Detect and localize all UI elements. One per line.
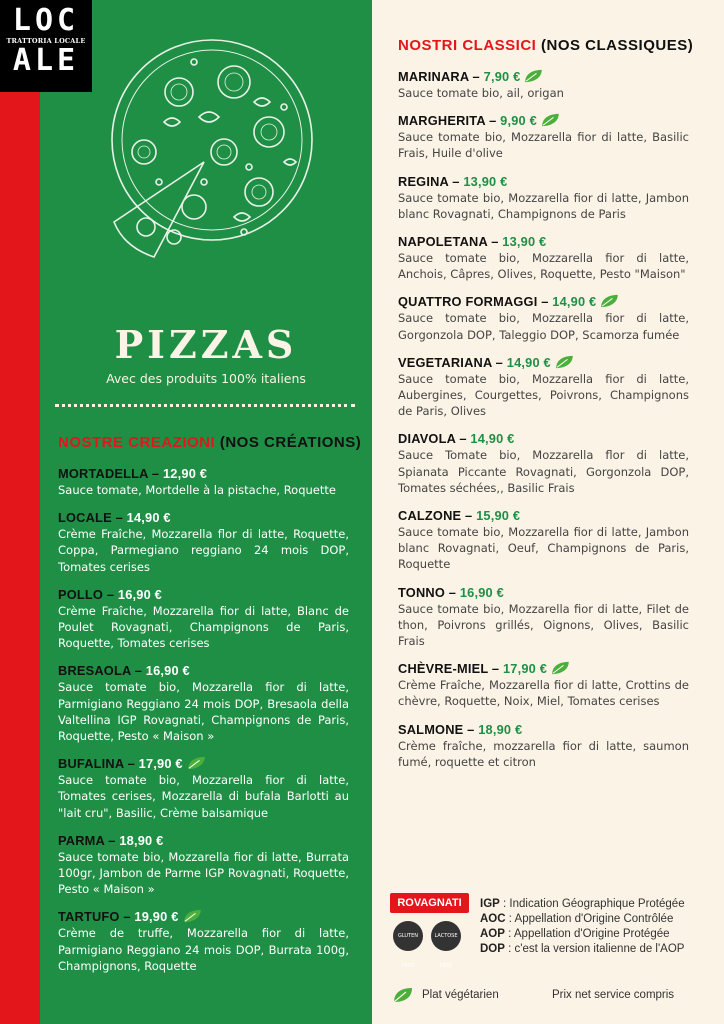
menu-item-description: Sauce tomate bio, Mozzarella fior di latte, Gorgonzola DOP, Taleggio DOP, Scamorza fumée	[398, 311, 689, 342]
menu-item-price: 14,90 €	[126, 510, 171, 526]
menu-item	[398, 585, 689, 650]
leaf-icon	[186, 756, 206, 770]
pizza-illustration	[84, 22, 314, 272]
menu-item-name: PARMA	[58, 832, 105, 848]
menu-item-name: TARTUFO	[58, 909, 120, 925]
menu-item-header: REGINA – 13,90 €	[398, 173, 508, 189]
menu-item-description: Sauce tomate bio, Mozzarella fior di latte, Basilic Frais, Huile d'olive	[398, 130, 689, 161]
menu-item-description: Sauce tomate bio, Mozzarella fior di latte, Filet de thon, Poivrons grillés, Oignons, Olives, Basilic Frais	[398, 601, 689, 649]
menu-item	[398, 661, 689, 709]
red-strip	[0, 0, 40, 1024]
menu-item-name: CHÈVRE-MIEL	[398, 661, 489, 677]
menu-item-header: QUATTRO FORMAGGI – 14,90 €	[398, 294, 689, 310]
menu-item-name: SALMONE	[398, 721, 464, 737]
leaf-icon	[599, 294, 619, 308]
menu-item-name: REGINA	[398, 173, 449, 189]
menu-item-header: DIAVOLA – 14,90 €	[398, 431, 515, 447]
menu-item-header: MARGHERITA – 9,90 €	[398, 113, 689, 129]
lactose-free-badge: LACTOSE FREE	[431, 921, 461, 951]
menu-item	[58, 833, 349, 898]
rovagnati-logo: ROVAGNATI	[390, 893, 469, 913]
menu-item-price: 13,90 €	[502, 234, 547, 250]
menu-item-price: 14,90 €	[552, 294, 597, 310]
menu-item	[398, 69, 689, 101]
menu-item-header: MORTADELLA – 12,90 €	[58, 466, 208, 481]
menu-item	[58, 663, 349, 744]
menu-item-description: Sauce tomate bio, Mozzarella fior di latte, Parmigiano Reggiano 24 mois DOP, Bresaola della Valtellina IGP Rovagnati, Champignons de Paris, Roquette, Pesto « Maison »	[58, 680, 349, 744]
menu-item	[398, 508, 689, 573]
menu-item-description: Sauce tomate bio, Mozzarella fior di latte, Tomates cerises, Mozzarella di bufala Barlotti au "lait cru", Basilic, Crème balsamique	[58, 773, 349, 820]
menu-item-description: Crème Fraîche, Mozzarella flor di latte, Roquette, Coppa, Parmegiano reggiano 24 mois DOP, Tomates cerises	[58, 527, 349, 574]
menu-item	[398, 431, 689, 496]
classics-list	[398, 69, 689, 782]
menu-item-description: Sauce tomate bio, ail, origan	[398, 86, 564, 100]
logo-line2: ALE	[12, 43, 80, 78]
classics-title-italian: NOSTRI CLASSICI	[398, 37, 537, 54]
menu-item-price: 13,90 €	[463, 173, 508, 189]
leaf-icon	[554, 355, 574, 369]
menu-item-price: 18,90 €	[119, 832, 164, 848]
menu-item-name: NAPOLETANA	[398, 234, 488, 250]
legend-row: DOP : c'est la version italienne de l'AOP	[480, 943, 685, 955]
menu-item-name: TONNO	[398, 584, 445, 600]
menu-item-header: CHÈVRE-MIEL – 17,90 €	[398, 661, 689, 677]
menu-item	[58, 510, 349, 575]
menu-item-header: POLLO – 16,90 €	[58, 586, 163, 602]
menu-item-name: VEGETARIANA	[398, 354, 492, 370]
menu-item-price: 17,90 €	[502, 661, 548, 677]
creations-title	[58, 434, 361, 451]
menu-item-description: Sauce tomate bio, Mozzarella fior di latte, Jambon blanc Rovagnati, Champignons de Paris	[398, 190, 689, 221]
menu-item-name: LOCALE	[58, 510, 112, 526]
legend	[480, 897, 710, 957]
creations-list	[58, 466, 349, 986]
menu-item-name: MARINARA	[398, 69, 469, 84]
legend-row: AOC : Appellation d'Origine Contrôlée	[480, 913, 674, 925]
leaf-icon	[523, 69, 543, 83]
dotted-divider	[55, 404, 355, 407]
menu-item-description: Crème Fraîche, Mozzarella fior di latte, Crottins de chèvre, Roquette, Noix, Miel, Tomates cerises	[398, 678, 689, 709]
leaf-icon	[540, 113, 560, 127]
menu-item-header: VEGETARIANA – 14,90 €	[398, 355, 689, 371]
menu-item-description: Sauce tomate bio, Mozzarella fior di latte, Anchois, Câpres, Olives, Roquette, Pesto "Maison"	[398, 251, 689, 282]
menu-item-description: Crème de truffe, Mozzarella fior di latte, Parmigiano Reggiano 24 mois DOP, Burrata 100g, Champignons, Roquette	[58, 926, 349, 973]
classics-title	[398, 37, 693, 54]
leaf-icon	[392, 986, 414, 1004]
menu-item-price: 14,90 €	[506, 354, 551, 370]
menu-item-price: 16,90 €	[117, 586, 163, 602]
menu-item-name: DIAVOLA	[398, 431, 456, 447]
menu-item	[398, 355, 689, 420]
menu-item-price: 19,90 €	[134, 909, 179, 925]
menu-item-header: BUFALINA – 17,90 €	[58, 756, 349, 772]
menu-item	[58, 756, 349, 821]
logo-line1: LOC	[12, 3, 80, 38]
classics-title-french: (NOS CLASSIQUES)	[541, 37, 694, 54]
menu-item-description: Crème fraîche, mozzarella fior di latte, saumon fumé, roquette et citron	[398, 738, 689, 769]
leaf-icon	[182, 909, 202, 923]
menu-item-header: SALMONE – 18,90 €	[398, 721, 523, 737]
menu-item	[398, 174, 689, 222]
menu-item-price: 12,90 €	[162, 466, 208, 481]
menu-item-price: 18,90 €	[478, 721, 523, 737]
menu-item-name: POLLO	[58, 586, 104, 602]
menu-item-header: PARMA – 18,90 €	[58, 832, 164, 848]
menu-item-header: LOCALE – 14,90 €	[58, 510, 171, 526]
page-subtitle: Avec des produits 100% italiens	[106, 371, 306, 386]
menu-item-description: Sauce tomate, Mortdelle à la pistache, Roquette	[58, 483, 336, 497]
creations-title-italian: NOSTRE CREAZIONI	[58, 434, 216, 451]
legend-row: AOP : Appellation d'Origine Protégée	[480, 928, 670, 940]
legend-row: IGP : Indication Géographique Protégée	[480, 898, 685, 910]
menu-item-name: MARGHERITA	[398, 113, 486, 129]
menu-item-name: BRESAOLA	[58, 663, 131, 679]
menu-item-header: TONNO – 16,90 €	[398, 584, 504, 600]
menu-item	[58, 587, 349, 652]
menu-item-header: MARINARA – 7,90 €	[398, 69, 689, 85]
veg-legend-label: Plat végétarien	[422, 989, 499, 1001]
logo-tagline: TRATTORIA LOCALE	[6, 37, 86, 45]
menu-item-header: CALZONE – 15,90 €	[398, 508, 521, 524]
menu-item-header: TARTUFO – 19,90 €	[58, 909, 349, 925]
menu-item-description: Sauce tomate bio, Mozzarella fior di latte, Burrata 100gr, Jambon de Parme IGP Rovagnati, Roquette, Pesto « Maison »	[58, 849, 349, 897]
menu-item	[58, 466, 349, 498]
logo	[0, 0, 92, 92]
menu-item-header: BRESAOLA – 16,90 €	[58, 663, 190, 679]
menu-item-name: QUATTRO FORMAGGI	[398, 294, 538, 310]
menu-item-description: Sauce Tomate bio, Mozzarella flor di latte, Spianata Piccante Rovagnati, Gorgonzola DOP, Tomates séchées,, Basilic Frais	[398, 448, 689, 495]
menu-item	[398, 234, 689, 282]
leaf-icon	[550, 661, 570, 675]
menu-item-price: 17,90 €	[138, 756, 183, 772]
menu-item-description: Sauce tomate bio, Mozzarella fior di latte, Aubergines, Courgettes, Poivrons, Champignons de Paris, Olives	[398, 371, 689, 419]
gluten-free-badge: GLUTEN FREE	[393, 921, 423, 951]
menu-item-price: 16,90 €	[459, 584, 504, 600]
menu-item	[398, 294, 689, 342]
page-title: PIZZAS	[114, 322, 298, 367]
menu-item-header: NAPOLETANA – 13,90 €	[398, 234, 547, 250]
creations-title-french: (NOS CRÉATIONS)	[219, 434, 362, 451]
menu-item	[398, 722, 689, 770]
menu-item-name: CALZONE	[398, 508, 462, 524]
price-note: Prix net service compris	[552, 989, 675, 1001]
menu-item-description: Crème Fraîche, Mozzarella fior di latte, Blanc de Poulet Rovagnati, Champignons de Paris, Roquette, Tomates cerises	[58, 603, 349, 651]
menu-item-description: Sauce tomate bio, Mozzarella fior di latte, Jambon blanc Rovagnati, Oeuf, Champignons de Paris, Roquette	[398, 525, 689, 572]
menu-item-price: 16,90 €	[145, 663, 190, 679]
menu-item-price: 7,90 €	[483, 69, 521, 84]
menu-item-name: BUFALINA	[58, 756, 124, 772]
menu-item-price: 14,90 €	[470, 431, 515, 447]
menu-item	[398, 113, 689, 161]
menu-item-name: MORTADELLA	[58, 466, 149, 481]
menu-item-price: 9,90 €	[500, 113, 537, 129]
menu-item-price: 15,90 €	[476, 508, 521, 524]
menu-item	[58, 909, 349, 974]
